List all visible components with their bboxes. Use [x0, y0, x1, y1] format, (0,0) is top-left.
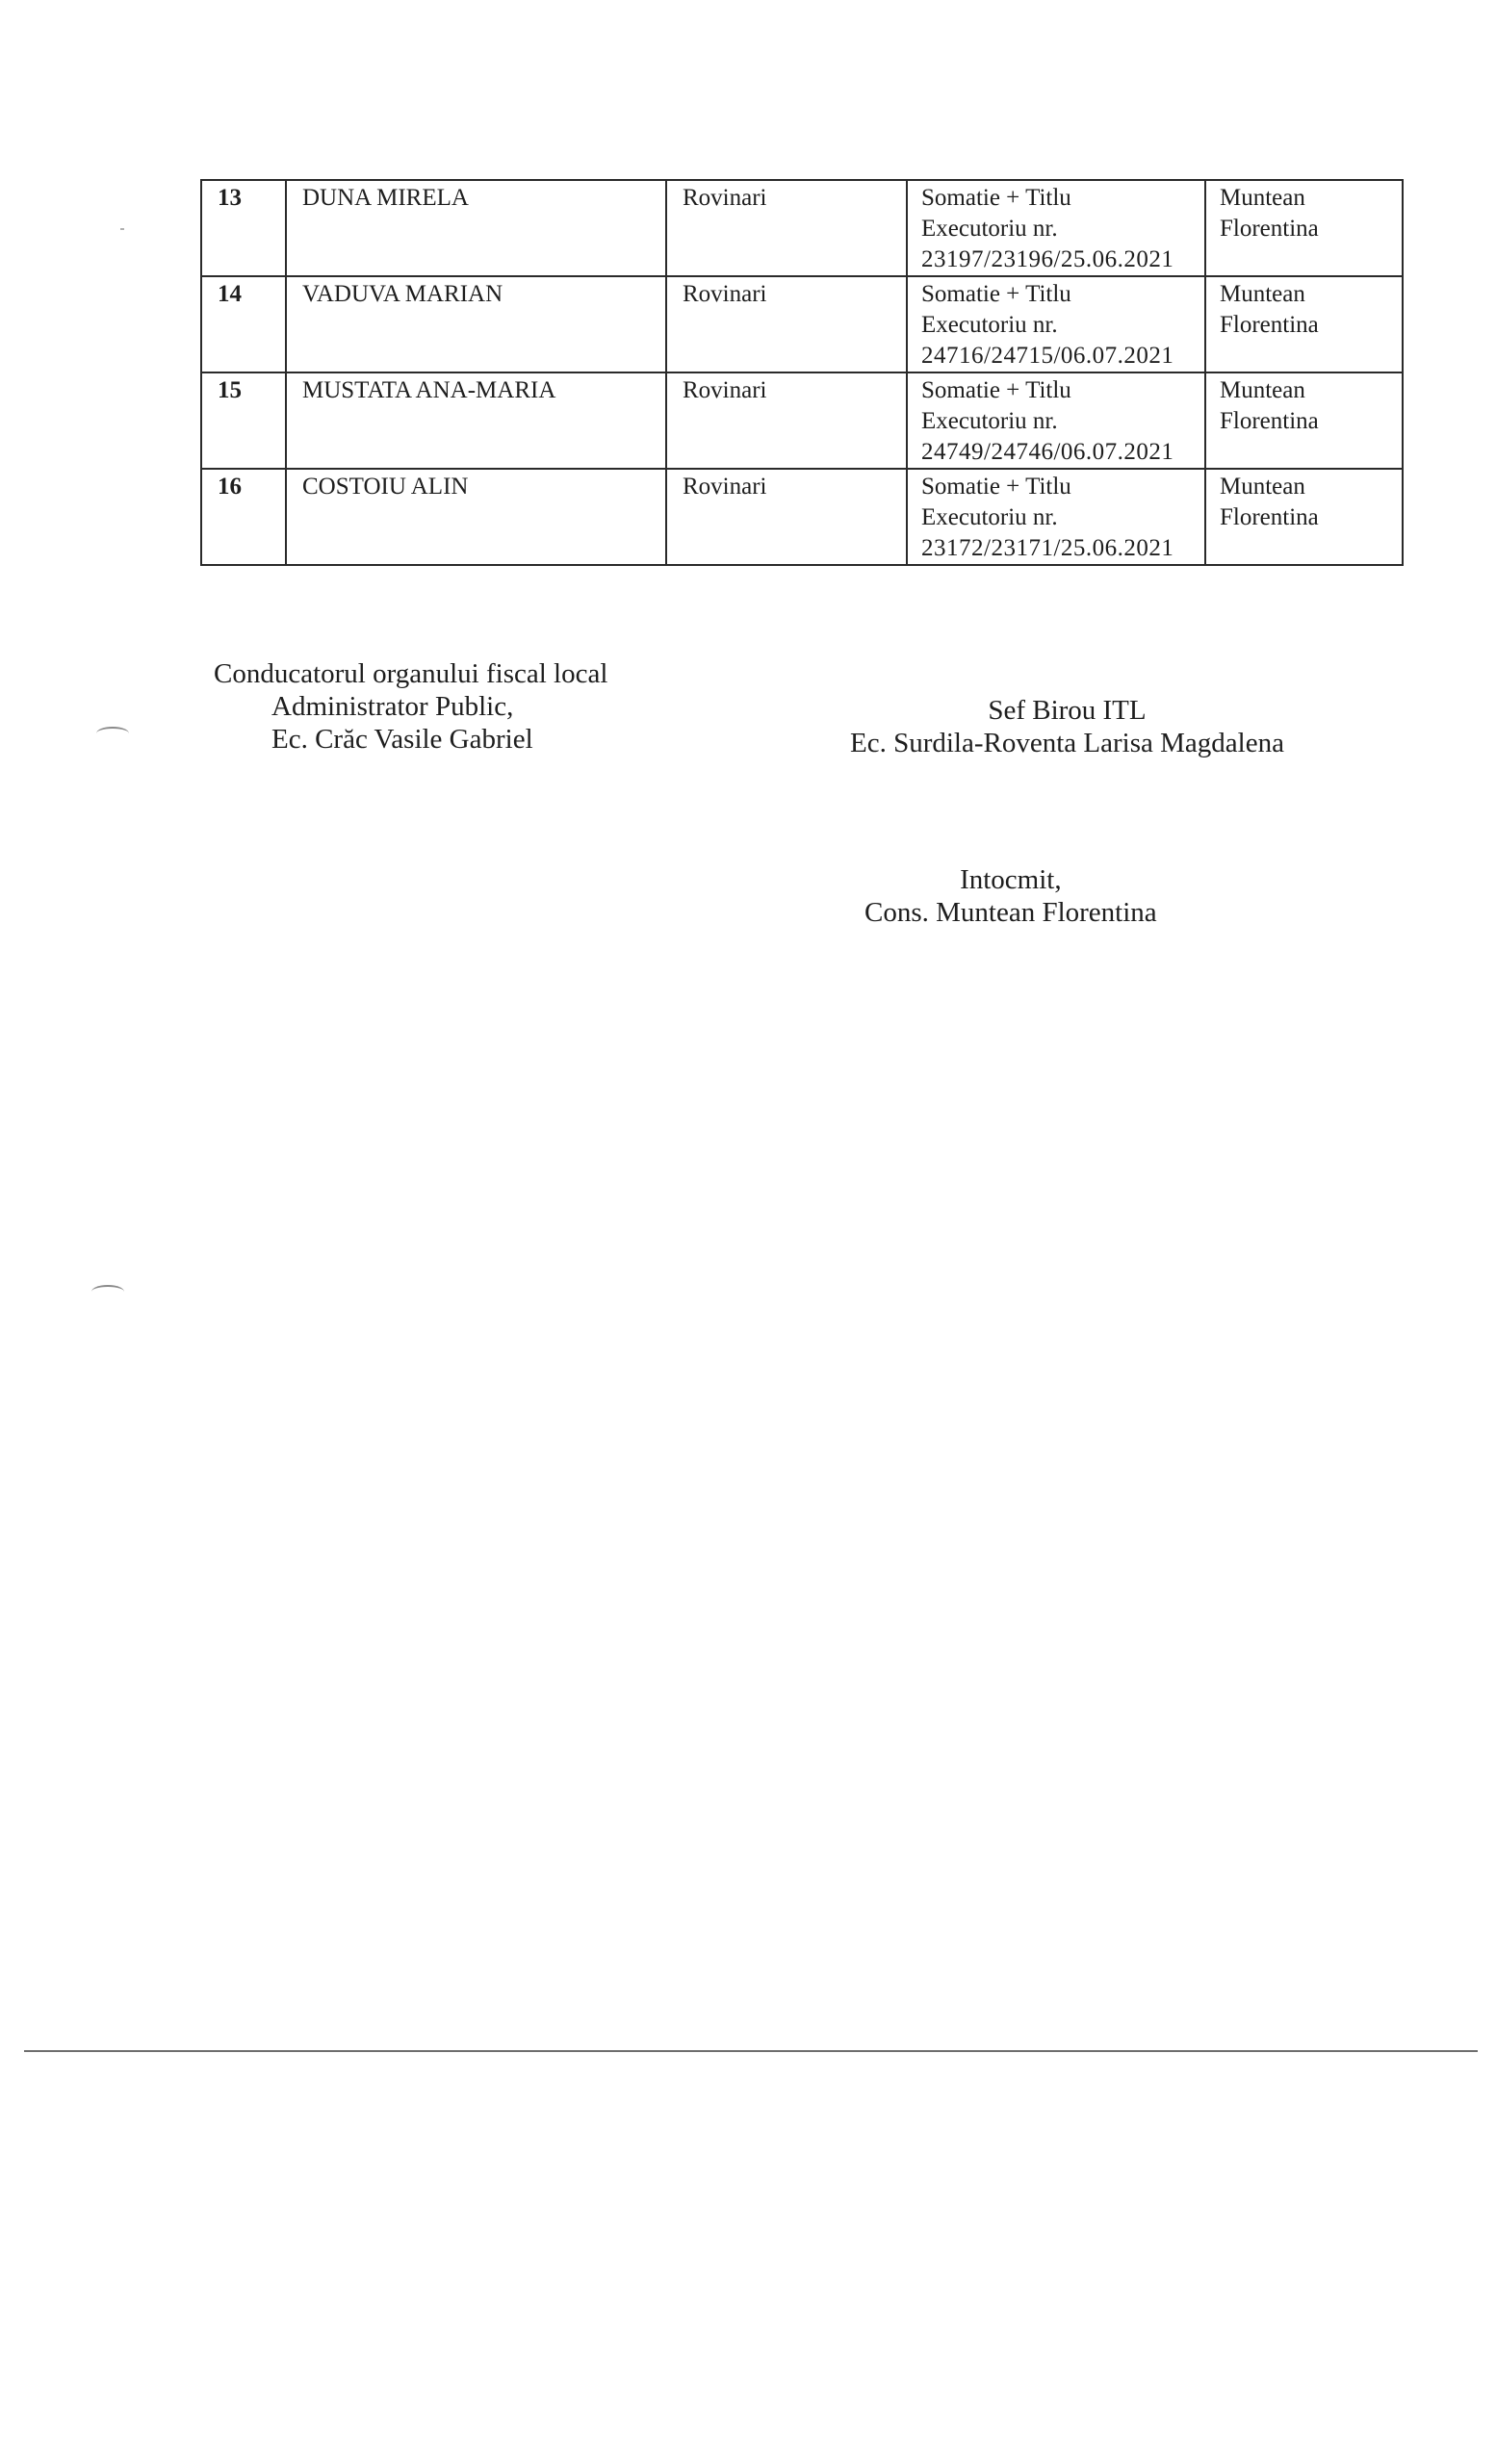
signature-name: Ec. Crăc Vasile Gabriel: [271, 724, 533, 755]
row-number: 13: [201, 180, 286, 276]
document-reference: 24716/24715/06.07.2021: [921, 343, 1174, 369]
signature-role: Sef Birou ITL: [988, 695, 1147, 726]
debtor-name: DUNA MIRELA: [286, 180, 666, 276]
records-table: [200, 179, 1404, 566]
signature-name: Cons. Muntean Florentina: [864, 897, 1157, 928]
responsible-cell: [1205, 276, 1403, 372]
document-cell: [907, 276, 1205, 372]
signature-block-prepared: [864, 863, 1157, 929]
signature-title: Administrator Public,: [271, 691, 514, 722]
scan-speck: [120, 228, 124, 230]
margin-mark: [96, 727, 129, 740]
document-label: Executoriu nr.: [921, 312, 1058, 338]
locality: Rovinari: [666, 372, 907, 469]
locality: Rovinari: [666, 469, 907, 565]
document-label: Executoriu nr.: [921, 504, 1058, 530]
document-cell: [907, 372, 1205, 469]
document-type: Somatie + Titlu: [921, 281, 1071, 307]
signature-name: Ec. Surdila-Roventa Larisa Magdalena: [850, 728, 1284, 758]
responsible-firstname: Florentina: [1220, 216, 1319, 242]
document-reference: 23172/23171/25.06.2021: [921, 535, 1174, 561]
debtor-name: VADUVA MARIAN: [286, 276, 666, 372]
document-type: Somatie + Titlu: [921, 474, 1071, 500]
responsible-surname: Muntean: [1220, 281, 1305, 307]
table-row: [201, 372, 1403, 469]
debtor-name: COSTOIU ALIN: [286, 469, 666, 565]
document-reference: 24749/24746/06.07.2021: [921, 439, 1174, 465]
row-number: 16: [201, 469, 286, 565]
signature-role: Intocmit,: [960, 864, 1062, 895]
responsible-cell: [1205, 469, 1403, 565]
responsible-surname: Muntean: [1220, 185, 1305, 211]
debtor-name: MUSTATA ANA-MARIA: [286, 372, 666, 469]
signature-role: Conducatorul organului fiscal local: [214, 658, 608, 689]
table-row: [201, 276, 1403, 372]
document-cell: [907, 180, 1205, 276]
bottom-divider: [24, 2050, 1478, 2052]
responsible-surname: Muntean: [1220, 377, 1305, 403]
row-number: 15: [201, 372, 286, 469]
responsible-firstname: Florentina: [1220, 408, 1319, 434]
table-row: [201, 469, 1403, 565]
document-cell: [907, 469, 1205, 565]
document-label: Executoriu nr.: [921, 216, 1058, 242]
responsible-cell: [1205, 372, 1403, 469]
document-type: Somatie + Titlu: [921, 185, 1071, 211]
responsible-surname: Muntean: [1220, 474, 1305, 500]
signature-block-head: [214, 657, 607, 756]
locality: Rovinari: [666, 180, 907, 276]
row-number: 14: [201, 276, 286, 372]
signature-block-office-head: [850, 694, 1284, 759]
locality: Rovinari: [666, 276, 907, 372]
responsible-cell: [1205, 180, 1403, 276]
document-reference: 23197/23196/25.06.2021: [921, 246, 1174, 272]
margin-mark: [91, 1285, 124, 1298]
responsible-firstname: Florentina: [1220, 504, 1319, 530]
document-type: Somatie + Titlu: [921, 377, 1071, 403]
table-row: [201, 180, 1403, 276]
document-label: Executoriu nr.: [921, 408, 1058, 434]
responsible-firstname: Florentina: [1220, 312, 1319, 338]
